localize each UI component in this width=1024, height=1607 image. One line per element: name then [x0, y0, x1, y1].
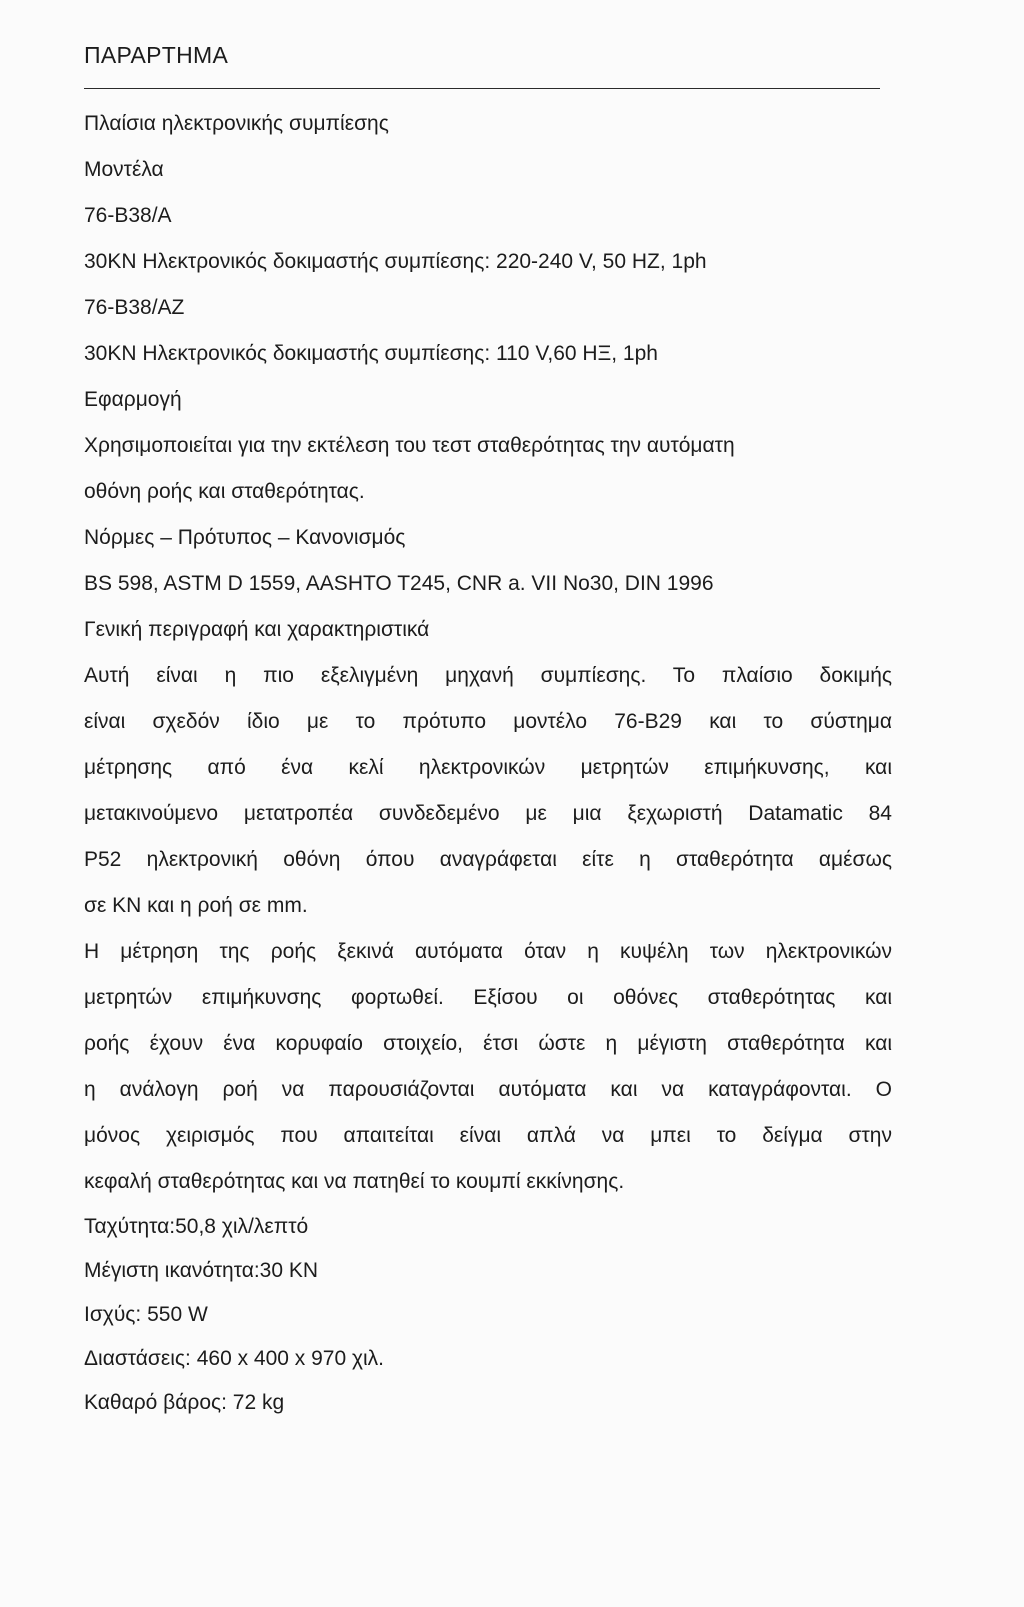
description-paragraph-1: [84, 653, 892, 929]
spec-net-weight: Καθαρό βάρος: 72 kg: [84, 1391, 285, 1414]
paragraph-line: ροής έχουν ένα κορυφαίο στοιχείο, έτσι ώστε η μέγιστη σταθερότητα και: [84, 1032, 892, 1055]
general-description-label: Γενική περιγραφή και χαρακτηριστικά: [84, 618, 430, 641]
description-paragraph-2: [84, 929, 892, 1205]
model-code-az: 76-B38/AZ: [84, 296, 185, 319]
model-a-description: 30KN Ηλεκτρονικός δοκιμαστής συμπίεσης: 220-240 V, 50 HZ, 1ph: [84, 250, 707, 273]
paragraph-line: Η μέτρηση της ροής ξεκινά αυτόματα όταν η κυψέλη των ηλεκτρονικών: [84, 940, 892, 963]
document-heading: ΠΑΡΑΡΤΗΜΑ: [84, 42, 229, 68]
models-label: Μοντέλα: [84, 158, 164, 181]
model-code-a: 76-B38/A: [84, 204, 172, 227]
section-title-electronic-frames: Πλαίσια ηλεκτρονικής συμπίεσης: [84, 112, 389, 135]
application-label: Εφαρμογή: [84, 388, 182, 411]
specifications-list: [84, 1205, 892, 1425]
spec-speed: Ταχύτητα:50,8 χιλ/λεπτό: [84, 1215, 309, 1238]
standards-list: BS 598, ASTM D 1559, AASHTO T245, CNR a. VII No30, DIN 1996: [84, 572, 714, 595]
intro-section: [84, 101, 892, 653]
model-az-description: 30KN Ηλεκτρονικός δοκιμαστής συμπίεσης: 110 V,60 HΞ, 1ph: [84, 342, 658, 365]
paragraph-line: κεφαλή σταθερότητας και να πατηθεί το κουμπί εκκίνησης.: [84, 1170, 625, 1193]
heading-divider: [84, 88, 880, 89]
paragraph-line: μόνος χειρισμός που απαιτείται είναι απλά να μπει το δείγμα στην: [84, 1124, 892, 1147]
application-text-line-2: οθόνη ροής και σταθερότητας.: [84, 480, 365, 503]
standards-label: Νόρμες – Πρότυπος – Κανονισμός: [84, 526, 406, 549]
spec-dimensions: Διαστάσεις: 460 x 400 x 970 χιλ.: [84, 1347, 385, 1370]
paragraph-line: μετακινούμενο μετατροπέα συνδεδεμένο με μια ξεχωριστή Datamatic 84: [84, 802, 892, 825]
paragraph-line: Αυτή είναι η πιο εξελιγμένη μηχανή συμπίεσης. Το πλαίσιο δοκιμής: [84, 664, 892, 687]
paragraph-line: σε KN και η ροή σε mm.: [84, 894, 308, 917]
document-content: [84, 40, 892, 1425]
paragraph-line: P52 ηλεκτρονική οθόνη όπου αναγράφεται είτε η σταθερότητα αμέσως: [84, 848, 892, 871]
paragraph-line: η ανάλογη ροή να παρουσιάζονται αυτόματα και να καταγράφονται. Ο: [84, 1078, 892, 1101]
paragraph-line: μετρητών επιμήκυνσης φορτωθεί. Εξίσου οι οθόνες σταθερότητας και: [84, 986, 892, 1009]
application-text-line-1: Χρησιμοποιείται για την εκτέλεση του τεστ σταθερότητας την αυτόματη: [84, 434, 735, 457]
paragraph-line: μέτρησης από ένα κελί ηλεκτρονικών μετρητών επιμήκυνσης, και: [84, 756, 892, 779]
spec-power: Ισχύς: 550 W: [84, 1303, 208, 1326]
spec-max-capacity: Μέγιστη ικανότητα:30 KN: [84, 1259, 319, 1282]
paragraph-line: είναι σχεδόν ίδιο με το πρότυπο μοντέλο 76-B29 και το σύστημα: [84, 710, 892, 733]
